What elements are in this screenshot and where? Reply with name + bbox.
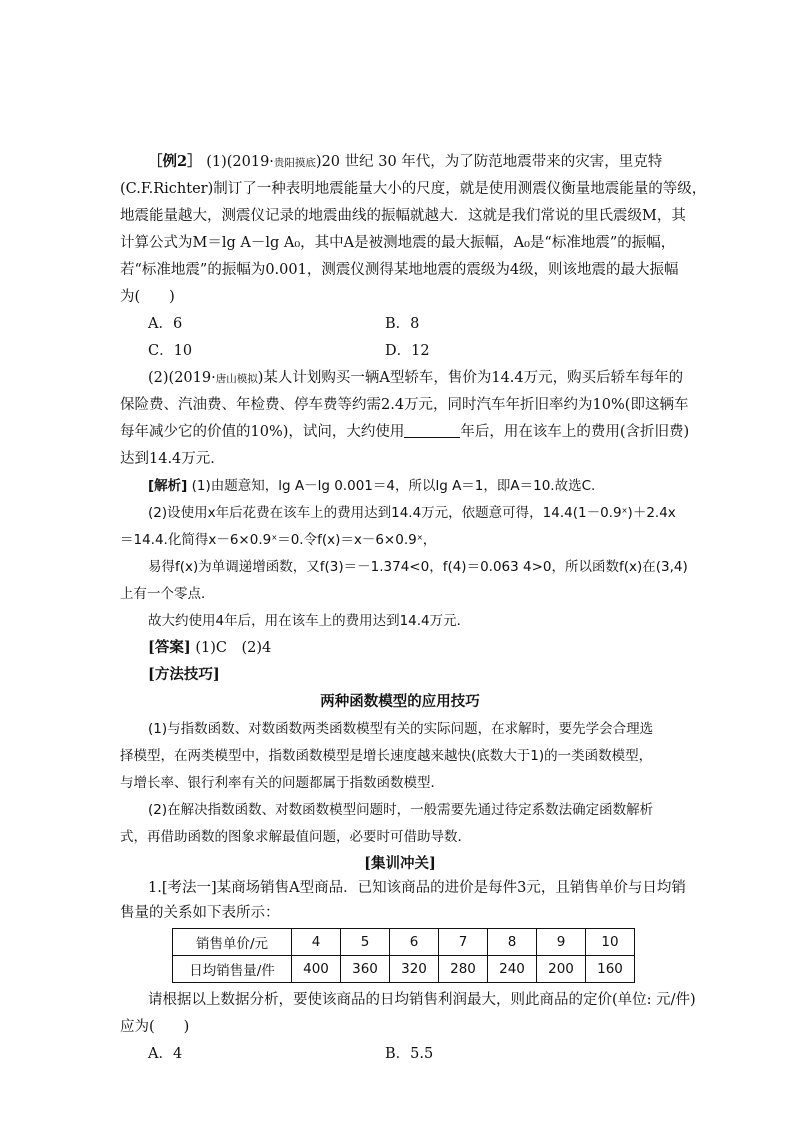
example-p2-line-4: 达到14.4万元． [120, 451, 225, 467]
example-p1-source: 贵阳摸底 [273, 157, 316, 169]
method-line-2: 择模型，在两类模型中，指数函数模型是增长速度越来越快(底数大于1)的一类函数模型， [120, 748, 653, 764]
solution-text-1: (1)由题意知，lg A－lg 0.001＝4，所以lg A＝1，即A＝10.故选C. [191, 478, 596, 494]
method-label: [方法技巧] [148, 666, 220, 683]
example-line-5: 若“标准地震”的振幅为0.001，测震仪测得某地地震的震级为4级，则该地震的最大振幅 [120, 262, 679, 278]
answer-text: (1)C (2)4 [195, 640, 272, 656]
method-line-5: 式，再借助函数的图象求解最值问题，必要时可借助导数． [120, 829, 471, 845]
table-row [173, 929, 635, 956]
solution-line-6: 故大约使用4年后，用在该车上的费用达到14.4万元． [148, 613, 471, 629]
option-d: D．12 [385, 343, 430, 359]
example-line-2: (C.F.Richter)制订了一种表明地震能量大小的尺度，就是使用测震仪衡量地震能量的等级， [120, 181, 707, 197]
example-p2-text-3a: 每年减少它的价值的10%)，试问，大约使用 [120, 424, 405, 440]
example-p2-line-3 [120, 422, 690, 442]
table-cell: 5 [341, 929, 390, 956]
table-cell: 200 [537, 956, 586, 983]
method-line-1: (1)与指数函数、对数函数两类函数模型有关的实际问题，在求解时，要先学会合理选 [148, 721, 654, 737]
method-title: 两种函数模型的应用技巧 [320, 693, 480, 710]
example-p2-text-3b: 年后，用在该车上的费用(含折旧费) [460, 424, 690, 440]
practice-label: [集训冲关] [364, 855, 436, 872]
example-line-6: 为( ) [120, 289, 175, 305]
table-cell: 360 [341, 956, 390, 983]
example-line-3: 地震能量越大，测震仪记录的地震曲线的振幅就越大．这就是我们常说的里氏震级M，其 [120, 208, 686, 224]
answer-blank [404, 423, 460, 438]
table-cell: 280 [439, 956, 488, 983]
solution-line-5: 上有一个零点． [120, 586, 215, 602]
table-cell: 6 [390, 929, 439, 956]
table-cell: 4 [292, 929, 341, 956]
answer-label: [答案] [148, 639, 191, 656]
practice-q1-line-2: 售量的关系如下表所示： [120, 905, 280, 921]
solution-line-4: 易得f(x)为单调递增函数，又f(3)＝－1.374<0，f(4)＝0.063 4>0，所以函数f(x)在(3,4) [148, 559, 688, 575]
table-cell: 8 [488, 929, 537, 956]
example-label: ［例2］ [148, 153, 202, 170]
option-c: C．10 [148, 343, 193, 359]
example-p1-lead: (1)(2019· [206, 154, 274, 170]
practice-q1-line-3: 请根据以上数据分析，要使该商品的日均销售利润最大，则此商品的定价(单位: 元/件) [148, 992, 696, 1008]
table-row [173, 956, 635, 983]
example-p2-text-1: )某人计划购买一辆A型轿车，售价为14.4万元，购买后轿车每年的 [257, 370, 684, 386]
solution-line-3: ＝14.4.化简得x－6×0.9ˣ＝0.令f(x)＝x－6×0.9ˣ， [120, 532, 437, 548]
option-a: A．6 [148, 316, 183, 332]
table-cell: 240 [488, 956, 537, 983]
sales-table [172, 928, 635, 983]
example-p2-line-2: 保险费、汽油费、年检费、停车费等约需2.4万元，同时汽车年折旧率约为10%(即这辆车 [120, 397, 689, 413]
method-line-4: (2)在解决指数函数、对数函数模型问题时，一般需要先通过待定系数法确定函数解析 [148, 802, 654, 818]
practice-option-a: A．4 [148, 1046, 183, 1062]
practice-option-b: B．5.5 [385, 1046, 434, 1062]
table-cell: 320 [390, 956, 439, 983]
table-cell: 10 [586, 929, 635, 956]
table-row-header: 日均销售量/件 [173, 956, 292, 983]
solution-label: [解析] [148, 478, 188, 494]
example-p2-source: 唐山模拟 [215, 373, 258, 385]
table-cell: 7 [439, 929, 488, 956]
method-line-3: 与增长率、银行利率有关的问题都属于指数函数模型． [120, 775, 444, 791]
practice-q1-line-1: 1.[考法一]某商场销售A型商品．已知该商品的进价是每件3元，且销售单价与日均销 [148, 880, 686, 896]
table-cell: 160 [586, 956, 635, 983]
solution-line-1 [148, 476, 708, 496]
option-b: B．8 [385, 316, 420, 332]
example-line-4: 计算公式为M＝lg A－lg A₀，其中A是被测地震的最大振幅，A₀是“标准地震”的振幅， [120, 235, 676, 251]
solution-line-2: (2)设使用x年后花费在该车上的费用达到14.4万元，依题意可得，14.4(1－0.9ˣ)＋2.4x [148, 505, 676, 521]
example-p1-line-1: )20 世纪 30 年代，为了防范地震带来的灾害，里克特 [315, 154, 663, 170]
example-line-1 [148, 152, 708, 173]
practice-q1-line-4: 应为( ) [120, 1019, 190, 1035]
answer-line [148, 638, 708, 658]
example-p2-lead: (2)(2019· [148, 370, 216, 386]
table-row-header: 销售单价/元 [173, 929, 292, 956]
table-cell: 400 [292, 956, 341, 983]
table-cell: 9 [537, 929, 586, 956]
example-p2-line-1 [148, 368, 708, 389]
